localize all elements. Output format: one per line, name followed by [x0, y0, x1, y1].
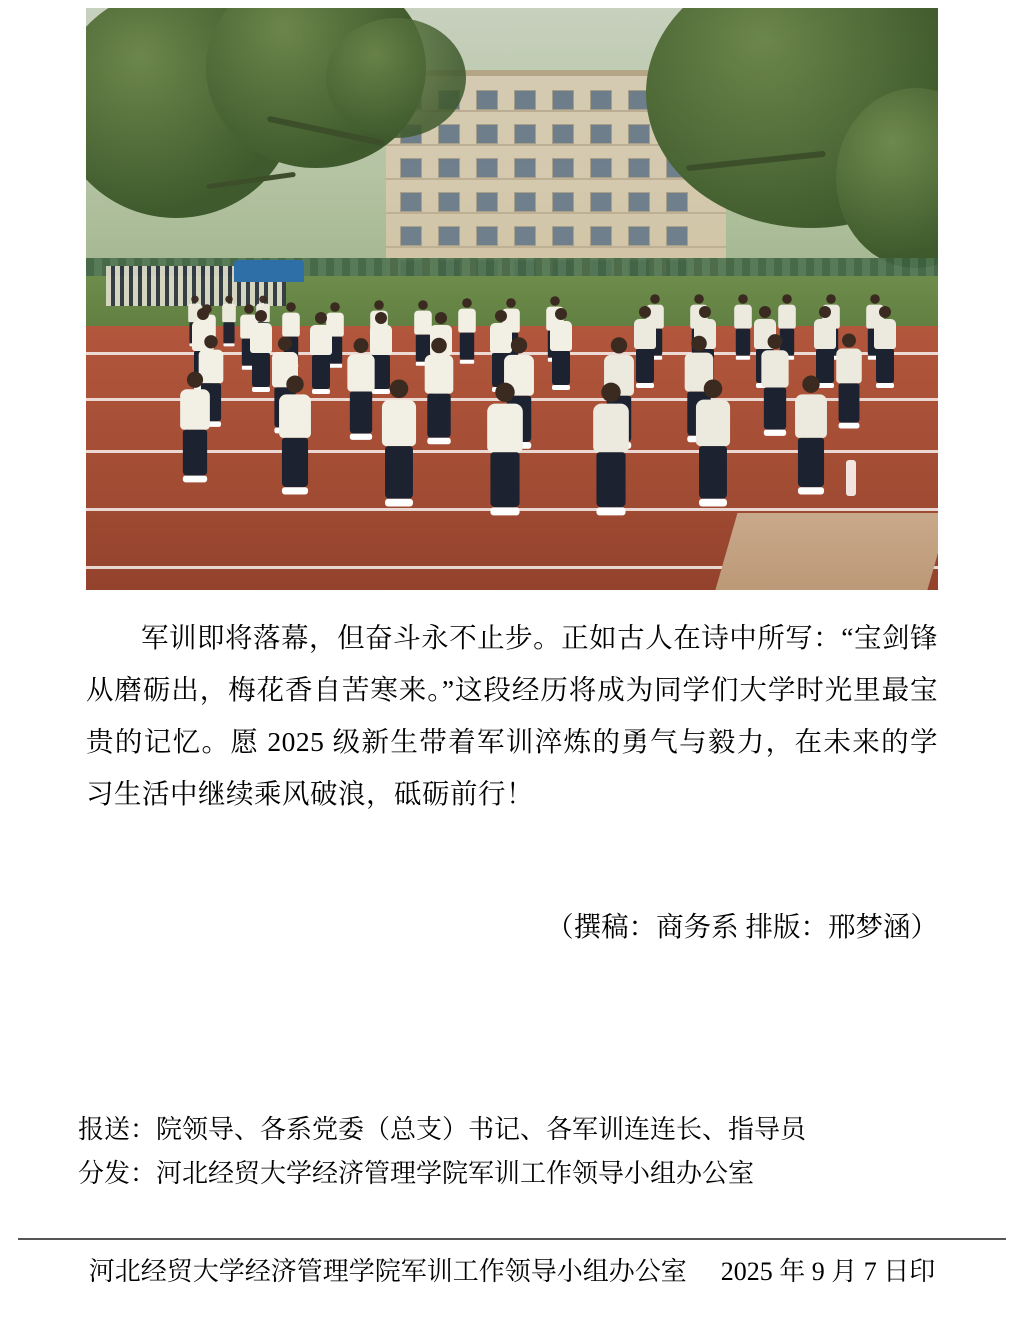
blue-tent	[234, 260, 304, 282]
dispatch-report-to: 报送：院领导、各系党委（总支）书记、各军训连连长、指导员	[78, 1115, 807, 1144]
article-photo	[86, 8, 938, 590]
footer-date: 2025 年 9 月 7 日印	[720, 1257, 936, 1286]
article-signature: （撰稿：商务系 排版：邢梦涵）	[546, 911, 938, 942]
water-bottle	[846, 460, 856, 496]
tree-icon	[326, 18, 466, 138]
dispatch-distribute: 分发：河北经贸大学经济管理学院军训工作领导小组办公室	[78, 1159, 755, 1188]
article-paragraph: 军训即将落幕，但奋斗永不止步。正如古人在诗中所写：“宝剑锋从磨砺出，梅花香自苦寒来。”这段经历将成为同学们大学时光里最宝贵的记忆。愿 2025 级新生带着军训淬炼的勇气与毅力，在未来的学习生活中继续乘风破浪，砥砺前行！	[86, 622, 938, 809]
footer	[18, 1248, 1006, 1296]
dispatch-block	[78, 1108, 958, 1196]
footer-divider	[18, 1238, 1006, 1240]
article-body	[86, 612, 938, 820]
paved-walkway	[715, 513, 938, 590]
photo-scene	[86, 8, 938, 590]
footer-office: 河北经贸大学经济管理学院军训工作领导小组办公室	[88, 1257, 687, 1286]
